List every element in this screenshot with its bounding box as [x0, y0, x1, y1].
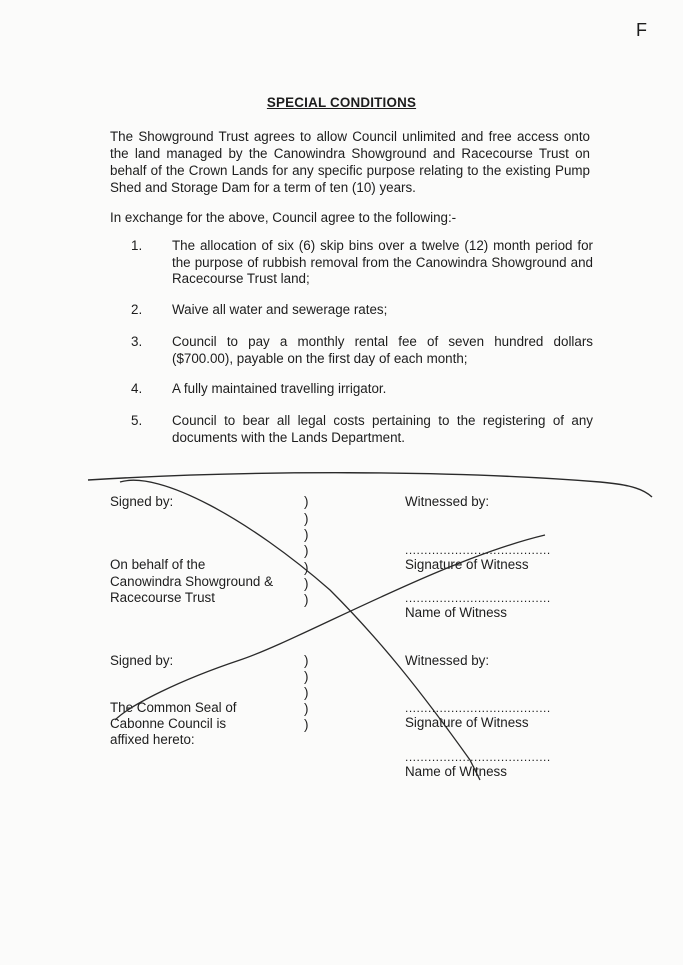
signature-of-witness-label: Signature of Witness	[405, 715, 529, 730]
bracket-mark: )	[304, 527, 309, 542]
bracket-mark: )	[304, 543, 309, 558]
cross-out-stroke	[120, 480, 480, 780]
witnessed-by-label: Witnessed by:	[405, 653, 490, 668]
name-line: ......................................	[405, 750, 551, 764]
page-corner-mark: F	[636, 20, 647, 40]
intro-paragraph: The Showground Trust agrees to allow Council unlimited and free access onto the land managed by the Canowindra Showground and Racecourse Trust on behalf of the Crown Lands for any specific purpose relating to the existing Pump Shed and Storage Dam for a term of ten (10) years.	[110, 129, 590, 195]
condition-text: Council to bear all legal costs pertaining to the registering of any documents with the Lands Department.	[172, 413, 593, 445]
signed-by-label: Signed by:	[110, 494, 174, 509]
name-of-witness-label: Name of Witness	[405, 605, 507, 620]
on-behalf-line: On behalf of the	[110, 557, 206, 572]
condition-number: 5.	[131, 413, 143, 428]
bracket-mark: )	[304, 494, 309, 509]
condition-text: Council to pay a monthly rental fee of seven hundred dollars ($700.00), payable on the first day of each month;	[172, 334, 593, 366]
document-title: SPECIAL CONDITIONS	[266, 95, 417, 110]
cross-out-stroke	[115, 535, 545, 720]
condition-text: Waive all water and sewerage rates;	[172, 302, 388, 317]
witnessed-by-label: Witnessed by:	[405, 494, 490, 509]
signature-of-witness-label: Signature of Witness	[405, 557, 529, 572]
common-seal-line: Cabonne Council is	[110, 716, 227, 731]
signature-line: ......................................	[405, 543, 551, 557]
exchange-statement: In exchange for the above, Council agree to the following:-	[110, 210, 457, 225]
signature-line: ......................................	[405, 701, 551, 715]
condition-number: 3.	[131, 334, 143, 349]
bracket-mark: )	[304, 592, 309, 607]
bracket-mark: )	[304, 653, 309, 668]
common-seal-line: affixed hereto:	[110, 732, 195, 747]
on-behalf-line: Racecourse Trust	[110, 590, 215, 605]
signed-by-label: Signed by:	[110, 653, 174, 668]
bracket-mark: )	[304, 717, 309, 732]
bracket-mark: )	[304, 701, 309, 716]
common-seal-line: The Common Seal of	[110, 700, 237, 715]
condition-text: A fully maintained travelling irrigator.	[172, 381, 387, 396]
bracket-mark: )	[304, 685, 309, 700]
condition-number: 2.	[131, 302, 143, 317]
name-of-witness-label: Name of Witness	[405, 764, 507, 779]
bracket-mark: )	[304, 576, 309, 591]
on-behalf-line: Canowindra Showground &	[110, 574, 274, 589]
bracket-mark: )	[304, 669, 309, 684]
name-line: ......................................	[405, 591, 551, 605]
bracket-mark: )	[304, 511, 309, 526]
condition-number: 1.	[131, 238, 143, 253]
condition-number: 4.	[131, 381, 143, 396]
bracket-mark: )	[304, 560, 309, 575]
condition-text: The allocation of six (6) skip bins over a twelve (12) month period for the purpose of rubbish removal from the Canowindra Showground and Racecourse Trust land;	[172, 238, 593, 286]
hand-drawn-separator-line	[88, 473, 652, 497]
